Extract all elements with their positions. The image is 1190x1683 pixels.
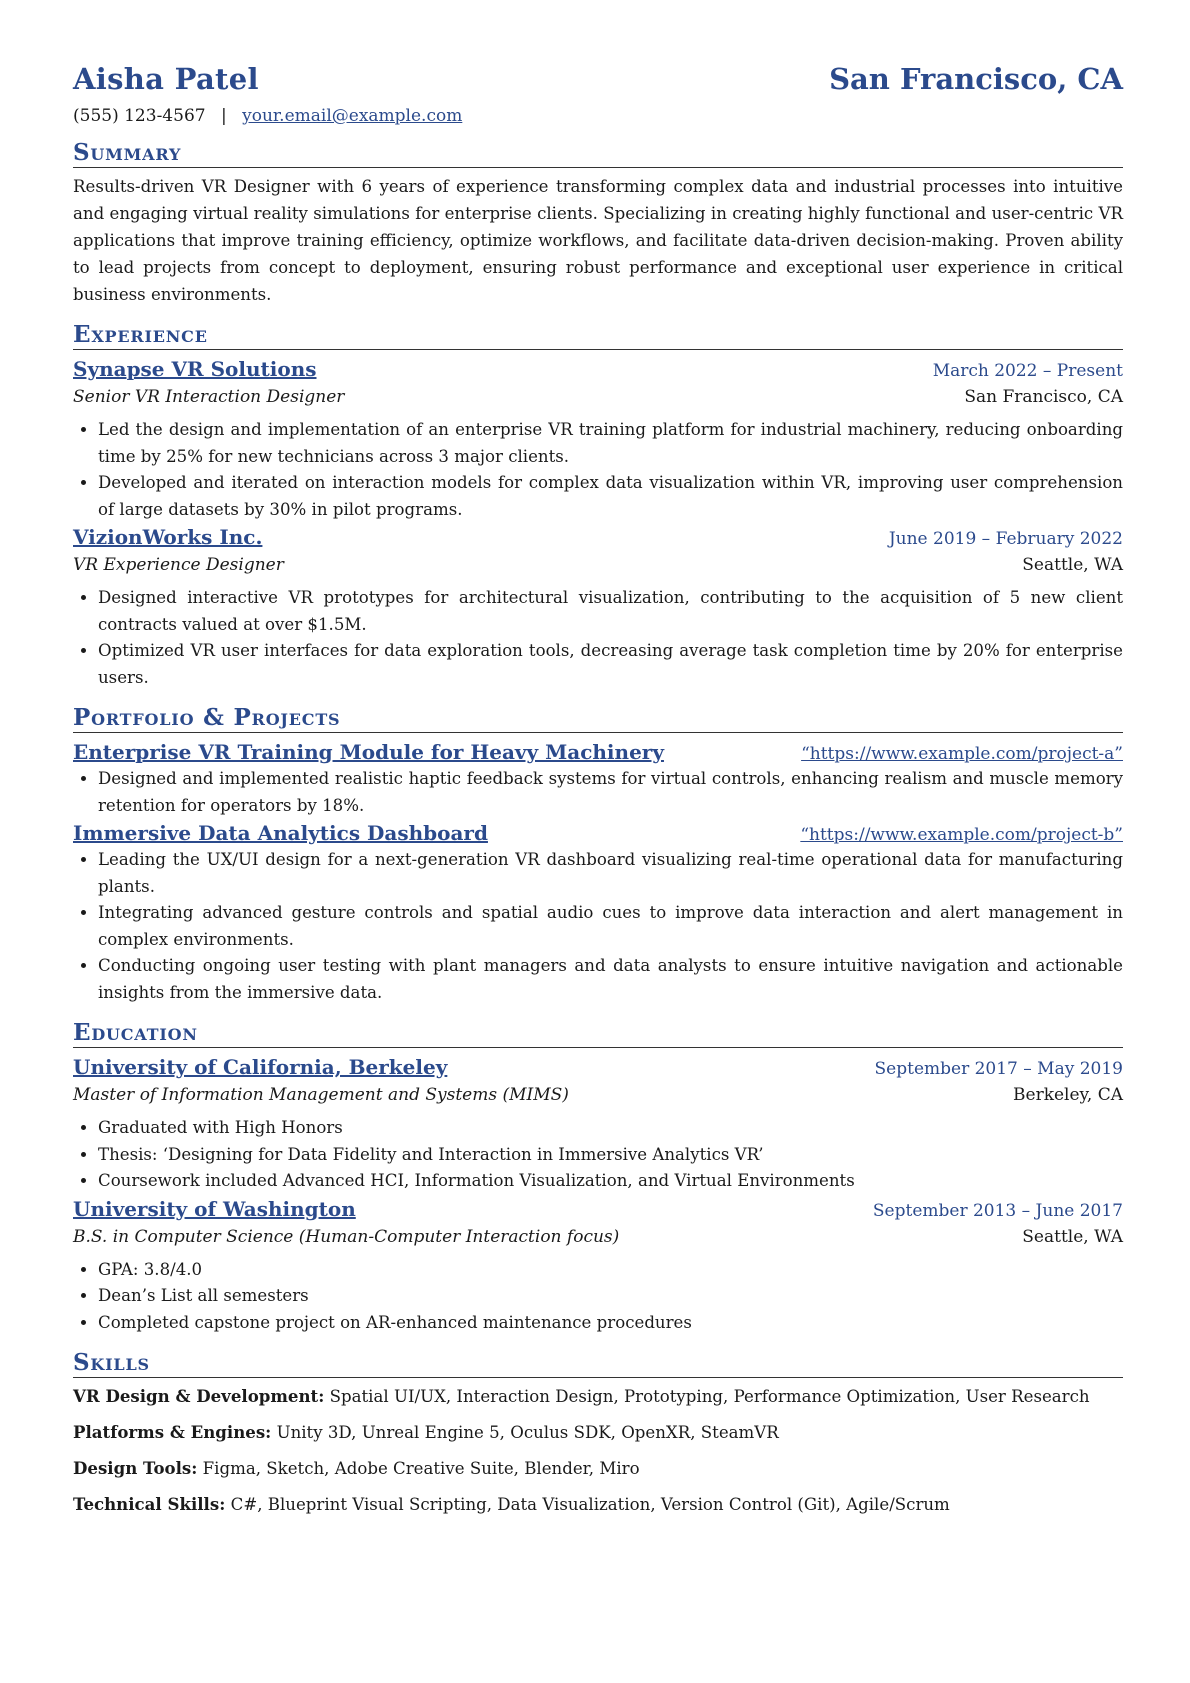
project-link[interactable]: “https://www.example.com/project-a” <box>801 744 1123 764</box>
entry-location: San Francisco, CA <box>964 387 1123 407</box>
company-name[interactable]: VizionWorks Inc. <box>73 525 263 549</box>
bullet-item: • Conducting ongoing user testing with plant managers and data analysts to ensure intuitive navigation and actionable insights from the immersive data. <box>98 953 1123 1006</box>
entry-dates: September 2013 – June 2017 <box>872 1200 1123 1221</box>
section-title-projects: Portfolio & Projects <box>73 705 1123 733</box>
project-entry <box>73 819 1123 1006</box>
experience-entry <box>73 355 1123 523</box>
experience-list <box>73 355 1123 691</box>
projects-list <box>73 738 1123 1006</box>
skill-line <box>73 1383 1123 1410</box>
entry-dates: March 2022 – Present <box>932 361 1123 381</box>
school-name[interactable]: University of California, Berkeley <box>73 1055 448 1079</box>
section-title-summary: Summary <box>73 140 1123 168</box>
entry-header-row <box>73 523 1123 551</box>
project-entry <box>73 738 1123 819</box>
entry-header-row <box>73 819 1123 847</box>
skill-category: VR Design & Development: <box>73 1386 325 1406</box>
bullet-list <box>73 766 1123 819</box>
bullet-item: • Led the design and implementation of an enterprise VR training platform for industrial machinery, reducing onboarding time by 25% for new technicians across 3 major clients. <box>98 417 1123 470</box>
entry-subheader-row <box>73 551 1123 579</box>
skill-values: Figma, Sketch, Adobe Creative Suite, Blender, Miro <box>202 1459 640 1478</box>
phone-number: (555) 123-4567 <box>73 106 206 126</box>
skill-line <box>73 1455 1123 1482</box>
bullet-item: • Graduated with High Honors <box>98 1115 1123 1142</box>
job-title: Senior VR Interaction Designer <box>73 387 345 407</box>
experience-entry <box>73 523 1123 691</box>
skill-line <box>73 1419 1123 1446</box>
header-location: San Francisco, CA <box>829 62 1123 96</box>
contact-line <box>73 106 1123 126</box>
education-entry <box>73 1195 1123 1337</box>
bullet-item: • Thesis: ‘Designing for Data Fidelity and Interaction in Immersive Analytics VR’ <box>98 1142 1123 1169</box>
skill-values: Spatial UI/UX, Interaction Design, Prototyping, Performance Optimization, User Research <box>329 1387 1090 1406</box>
entry-subheader-row <box>73 1223 1123 1251</box>
section-title-education: Education <box>73 1020 1123 1048</box>
entry-header-row <box>73 1195 1123 1223</box>
entry-header-row <box>73 1053 1123 1081</box>
entry-header-row <box>73 355 1123 383</box>
entry-header-row <box>73 738 1123 766</box>
job-title: VR Experience Designer <box>73 555 284 575</box>
bullet-list <box>73 1115 1123 1195</box>
entry-subheader-row <box>73 383 1123 411</box>
bullet-item: • Coursework included Advanced HCI, Information Visualization, and Virtual Environments <box>98 1168 1123 1195</box>
skill-category: Design Tools: <box>73 1458 198 1478</box>
bullet-list <box>73 1257 1123 1337</box>
entry-location: Berkeley, CA <box>1013 1085 1123 1105</box>
bullet-item: • Leading the UX/UI design for a next-generation VR dashboard visualizing real-time operational data for manufacturing plants. <box>98 847 1123 900</box>
bullet-item: • GPA: 3.8/4.0 <box>98 1257 1123 1284</box>
bullet-item: • Integrating advanced gesture controls and spatial audio cues to improve data interaction and alert management in complex environments. <box>98 900 1123 953</box>
bullet-item: • Designed interactive VR prototypes for architectural visualization, contributing to the acquisition of 5 new client contracts valued at over $1.5M. <box>98 585 1123 638</box>
bullet-list <box>73 585 1123 691</box>
section-title-skills: Skills <box>73 1350 1123 1378</box>
entry-location: Seattle, WA <box>1022 555 1123 575</box>
skill-category: Technical Skills: <box>73 1494 226 1514</box>
entry-location: Seattle, WA <box>1022 1226 1123 1247</box>
bullet-list <box>73 417 1123 523</box>
project-link[interactable]: “https://www.example.com/project-b” <box>800 825 1123 845</box>
school-name[interactable]: University of Washington <box>73 1196 356 1221</box>
education-list <box>73 1053 1123 1336</box>
company-name[interactable]: Synapse VR Solutions <box>73 357 317 381</box>
skill-values: C#, Blueprint Visual Scripting, Data Visualization, Version Control (Git), Agile/Scrum <box>230 1495 950 1514</box>
bullet-list <box>73 847 1123 1006</box>
bullet-item: • Optimized VR user interfaces for data exploration tools, decreasing average task completion time by 20% for enterprise users. <box>98 638 1123 691</box>
section-title-experience: Experience <box>73 322 1123 350</box>
project-title[interactable]: Immersive Data Analytics Dashboard <box>73 821 488 845</box>
header-row <box>73 62 1123 96</box>
bullet-item: • Dean’s List all semesters <box>98 1283 1123 1310</box>
email-link[interactable]: your.email@example.com <box>242 106 463 126</box>
bullet-item: • Designed and implemented realistic haptic feedback systems for virtual controls, enhancing realism and muscle memory retention for operators by 18%. <box>98 766 1123 819</box>
person-name: Aisha Patel <box>73 62 259 96</box>
skill-values: Unity 3D, Unreal Engine 5, Oculus SDK, OpenXR, SteamVR <box>276 1423 779 1442</box>
resume-page <box>73 62 1123 1527</box>
skill-line <box>73 1491 1123 1518</box>
summary-text: Results-driven VR Designer with 6 years of experience transforming complex data and industrial processes into intuitive and engaging virtual reality simulations for enterprise clients. Specializing in creating highly functional and user-centric VR applications that improve training efficiency, optimize workflows, and facilitate data-driven decision-making. Proven ability to lead projects from concept to deployment, ensuring robust performance and exceptional user experience in critical business environments. <box>73 177 1123 304</box>
skills-list <box>73 1383 1123 1518</box>
degree-name: B.S. in Computer Science (Human-Computer Interaction focus) <box>73 1226 620 1247</box>
bullet-item: • Completed capstone project on AR-enhanced maintenance procedures <box>98 1310 1123 1337</box>
education-entry <box>73 1053 1123 1195</box>
bullet-item: • Developed and iterated on interaction models for complex data visualization within VR, improving user comprehension of large datasets by 30% in pilot programs. <box>98 470 1123 523</box>
project-title[interactable]: Enterprise VR Training Module for Heavy Machinery <box>73 740 664 764</box>
degree-name: Master of Information Management and Systems (MIMS) <box>73 1085 569 1105</box>
entry-subheader-row <box>73 1081 1123 1109</box>
entry-dates: September 2017 – May 2019 <box>874 1059 1123 1079</box>
contact-separator: | <box>220 106 227 126</box>
skill-category: Platforms & Engines: <box>73 1422 272 1442</box>
entry-dates: June 2019 – February 2022 <box>888 529 1123 549</box>
